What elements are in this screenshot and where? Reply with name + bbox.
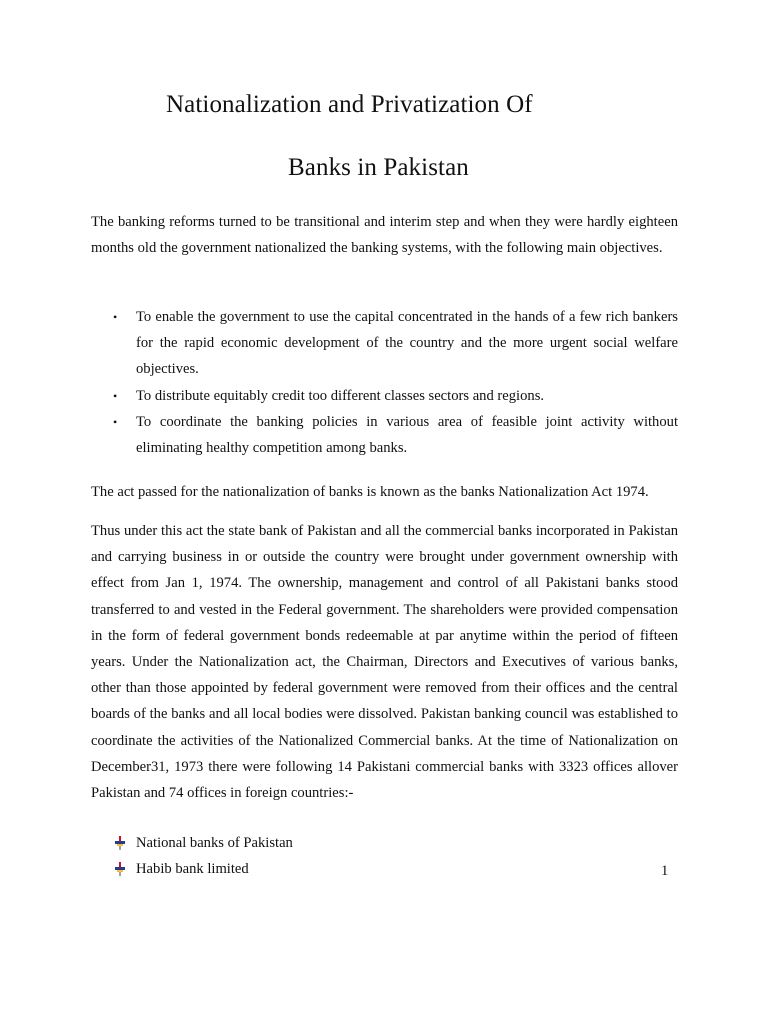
bank-name: National banks of Pakistan [136, 835, 293, 851]
objective-text: To distribute equitably credit too different classes sectors and regions. [136, 387, 545, 404]
bank-item [91, 830, 293, 856]
bullet-icon: • [113, 414, 118, 429]
bank-item [91, 856, 293, 882]
bullet-icon: • [113, 310, 118, 324]
objective-text: To enable the government to use the capital concentrated in the hands of a few rich bankers for the rapid economic development of the country and the more urgent social welfare objectives. [136, 309, 678, 378]
objective-item [91, 304, 678, 383]
act-paragraph: The act passed for the nationalization of banks is known as the banks Nationalization Act 1974. [91, 484, 649, 500]
objectives-list [91, 304, 678, 461]
objective-item [91, 383, 678, 409]
document-title-line-2: Banks in Pakistan [288, 154, 469, 181]
pushpin-icon [113, 836, 127, 850]
bank-name: Habib bank limited [136, 861, 249, 877]
details-paragraph: Thus under this act the state bank of Pakistan and all the commercial banks incorporated in Pakistan and carrying business in or outside the country were brought under government ownership with effect from Jan 1, 1974. The ownership, management and control of all Pakistani banks stood transferred to and vested in the Federal government. The shareholders were provided compensation in the form of federal government bonds redeemable at par anytime within the period of fifteen years. Under the Nationalization act, the Chairman, Directors and Executives of various banks, other than those appointed by federal government were removed from their offices and the central boards of the banks and all local bodies were dissolved. Pakistan banking council was established to coordinate the activities of the Nationalized Commercial banks. At the time of Nationalization on December31, 1973 there were following 14 Pakistani commercial banks with 3323 offices allover Pakistan and 74 offices in foreign countries:- [91, 523, 678, 802]
document-title-line-1: Nationalization and Privatization Of [166, 91, 533, 118]
objective-text: To coordinate the banking policies in various area of feasible joint activity without eliminating healthy competition among banks. [136, 413, 678, 457]
objective-item [91, 409, 678, 461]
bullet-icon: • [113, 388, 118, 403]
banks-list [91, 830, 293, 882]
page-number: 1 [661, 863, 669, 879]
intro-paragraph: The banking reforms turned to be transitional and interim step and when they were hardly eighteen months old the government nationalized the banking systems, with the following main objectives. [91, 214, 678, 257]
pushpin-icon [113, 862, 127, 876]
